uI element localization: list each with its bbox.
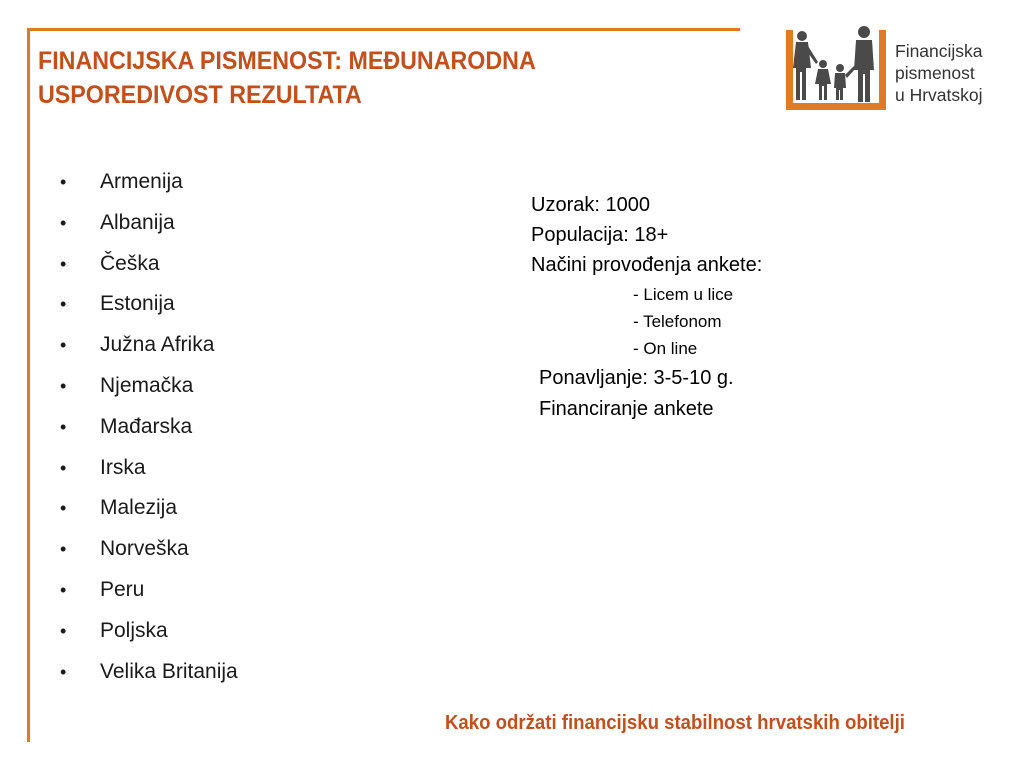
list-item: • Estonija: [60, 284, 238, 325]
bullet-icon: •: [60, 294, 67, 315]
list-item: • Njemačka: [60, 366, 238, 407]
bullet-icon: •: [60, 457, 67, 478]
bullet-icon: •: [60, 579, 67, 600]
bullet-icon: •: [60, 661, 67, 682]
list-item: • Južna Afrika: [60, 325, 238, 366]
list-item: • Armenija: [60, 162, 238, 203]
bullet-icon: •: [60, 375, 67, 396]
frame-top-line: [27, 28, 740, 31]
list-item: • Irska: [60, 448, 238, 489]
method-telephone: - Telefonom: [633, 312, 722, 331]
logo-line-3: u Hrvatskoj: [895, 85, 983, 105]
bullet-icon: •: [60, 539, 67, 560]
method-online: - On line: [633, 339, 698, 358]
bullet-icon: •: [60, 498, 67, 519]
funding-text: Financiranje ankete: [539, 398, 714, 420]
slide-title-line-1: FINANCIJSKA PISMENOST: MEĐUNARODNA: [38, 47, 536, 75]
bullet-icon: •: [60, 416, 67, 437]
footer-tagline: Kako održati financijsku stabilnost hrvatskih obitelji: [445, 712, 905, 734]
bullet-icon: •: [60, 335, 67, 356]
list-item: • Velika Britanija: [60, 652, 238, 693]
list-item: • Peru: [60, 570, 238, 611]
methods-label: Načini provođenja ankete:: [531, 254, 763, 276]
repetition-text: Ponavljanje: 3-5-10 g.: [539, 367, 734, 389]
list-item: • Češka: [60, 244, 238, 285]
list-item: • Albanija: [60, 203, 238, 244]
method-face-to-face: - Licem u lice: [633, 285, 734, 304]
logo-text: [895, 40, 983, 106]
slide-title: [38, 44, 670, 112]
country-list: [60, 162, 238, 692]
sample-size-text: Uzorak: 1000: [531, 194, 650, 216]
bullet-icon: •: [60, 212, 67, 233]
list-item: • Poljska: [60, 611, 238, 652]
bullet-icon: •: [60, 253, 67, 274]
population-text: Populacija: 18+: [531, 224, 669, 246]
slide-title-line-2: USPOREDIVOST REZULTATA: [38, 81, 362, 109]
logo-line-2: pismenost: [895, 63, 975, 83]
frame-left-line: [27, 28, 30, 742]
bullet-icon: •: [60, 172, 67, 192]
bullet-icon: •: [60, 620, 67, 641]
list-item: • Mađarska: [60, 407, 238, 448]
list-item: • Malezija: [60, 488, 238, 529]
logo-line-1: Financijska: [895, 41, 983, 61]
list-item: • Norveška: [60, 529, 238, 570]
